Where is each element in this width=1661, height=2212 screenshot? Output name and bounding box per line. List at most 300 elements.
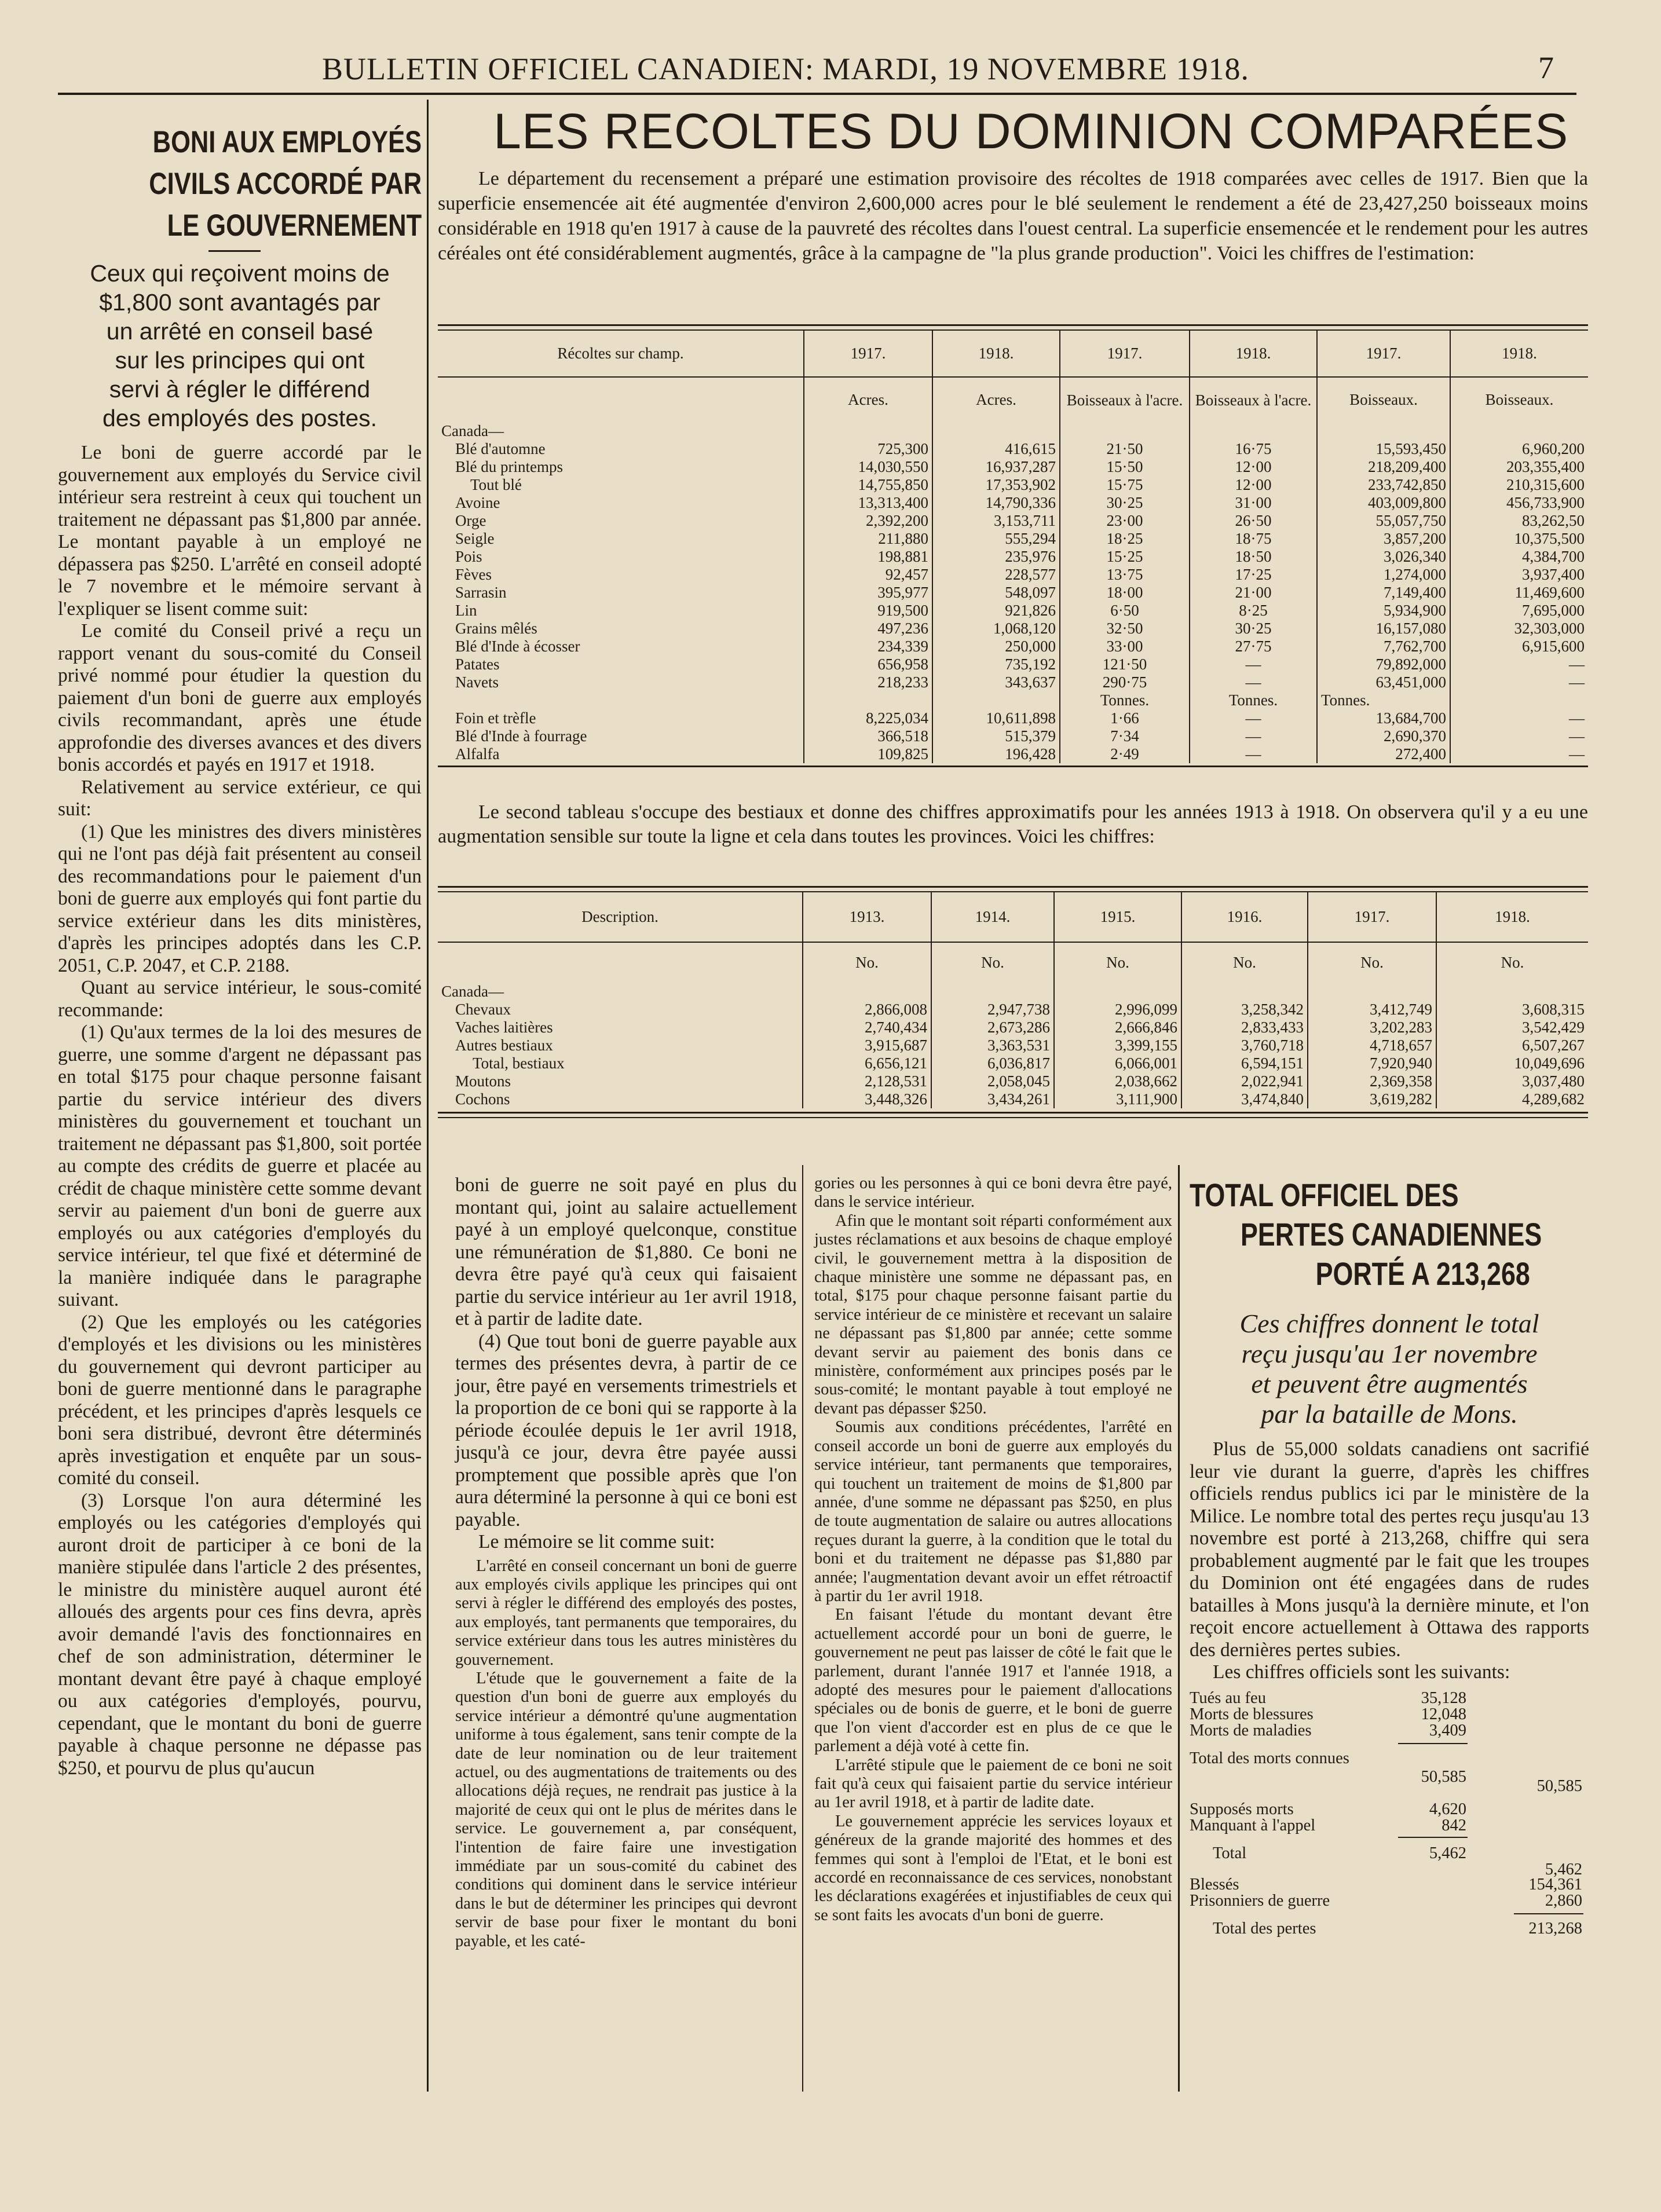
livestock-header-year: 1915. [1054, 892, 1181, 942]
crop-row-value: 16,157,080 [1317, 620, 1450, 638]
crop-row-label: Blé du printemps [438, 458, 804, 476]
crop-row-value: 21·50 [1060, 440, 1190, 458]
crop-row-value: 403,009,800 [1317, 494, 1450, 512]
losses-subhead-line: par la bataille de Mons. [1261, 1399, 1518, 1429]
crop-row-value: 15·25 [1060, 548, 1190, 566]
fig-rule [1398, 1743, 1468, 1744]
crop-row-value: 14,030,550 [804, 458, 932, 476]
livestock-row-value: 6,036,817 [931, 1054, 1054, 1072]
crop-row-label: Tout blé [438, 476, 804, 494]
crop-tonnes-cell [1450, 691, 1588, 709]
crop-row-value: 3,937,400 [1522, 566, 1585, 583]
crop-row-value: 919,500 [804, 602, 932, 620]
crop-header-year: 1917. [804, 331, 932, 377]
crop-row-value: 10,611,898 [932, 709, 1060, 727]
crop-row-value: 1·66 [1060, 709, 1190, 727]
livestock-row-value: 2,369,358 [1308, 1072, 1436, 1090]
crop-header-year: 1918. [1502, 345, 1537, 362]
livestock-row [438, 1001, 1588, 1019]
livestock-row-value: 3,619,282 [1308, 1090, 1436, 1108]
crop-row-value: 3,857,200 [1317, 530, 1450, 548]
crop-row [438, 620, 1588, 638]
crop-group-cell [1450, 422, 1588, 440]
memo-paragraph: Le gouvernement apprécie les services loyaux et généreux de la grande majorité des hommes et des femmes qui sont à l'emploi de l'Etat, et le boni est accordé en reconnaissance de ces services, nonobstant les déclarations exagérées et injustifiables de ceux qui se sont faits les avocats d'un boni de guerre. [814, 1812, 1173, 1924]
losses-headline-line: PERTES CANADIENNES [1241, 1216, 1542, 1253]
crop-row-value: — [1569, 709, 1585, 727]
losses-headline [1190, 1175, 1589, 1294]
crop-row-value: 26·50 [1190, 512, 1317, 530]
livestock-row-value: 3,542,429 [1522, 1019, 1585, 1036]
crop-row [438, 458, 1588, 476]
fig-value: 842 [1442, 1816, 1466, 1834]
crop-row-value: 15·50 [1060, 458, 1190, 476]
crop-row-value: 395,977 [804, 584, 932, 602]
crop-row-value: 11,469,600 [1514, 584, 1585, 601]
crop-row [438, 512, 1588, 530]
livestock-group-label: Canada— [438, 983, 803, 1001]
left-subhead [58, 259, 422, 433]
crop-row-value: 13·75 [1060, 566, 1190, 584]
livestock-table-top-rule [438, 886, 1588, 888]
livestock-row-value: 2,038,662 [1054, 1072, 1181, 1090]
crop-row-value: 725,300 [804, 440, 932, 458]
crop-row-value: 17,353,902 [932, 476, 1060, 494]
memo-paragraph: L'arrêté en conseil concernant un boni de guerre aux employés civils applique les principes qui ont servi à régler le différend des employés des postes, aux employés, tant permanents que temporaires, du service extérieur dans tous les autres ministères du gouvernement. [455, 1557, 797, 1669]
crop-row-label: Alfalfa [438, 745, 804, 763]
livestock-row-value: 6,656,121 [803, 1054, 931, 1072]
crop-unit: Acres. [932, 377, 1060, 422]
crop-row-value: 15,593,450 [1317, 440, 1450, 458]
crop-row-value: 203,355,400 [1506, 458, 1585, 475]
crop-row-value: 6·50 [1060, 602, 1190, 620]
livestock-row-label: Vaches laitières [438, 1019, 803, 1037]
crop-tonnes-cell: Tonnes. [1060, 691, 1190, 709]
fig-label: Blessés [1190, 1875, 1239, 1894]
livestock-group-cell [1054, 983, 1181, 1001]
losses-paragraph: Plus de 55,000 soldats canadiens ont sacrifié leur vie durant la guerre, d'après les chiffres officiels rendus publics ici par le ministère de la Milice. Le nombre total des pertes reçu jusqu'au 13 novembre est porté à 213,268, chiffre qui sera probablement augmenté par le fait que les troupes du Dominion ont été engagées dans de rudes batailles à Mons jusqu'à la dernière minute, et l'on reçoit encore actuellement à Ottawa des rapports des dernières pertes subies. [1190, 1438, 1589, 1661]
livestock-row-value: 2,947,738 [931, 1001, 1054, 1019]
crop-row [438, 440, 1588, 458]
crop-header-year: 1918. [932, 331, 1060, 377]
livestock-intro: Le second tableau s'occupe des bestiaux et donne des chiffres approximatifs pour les années 1913 à 1918. On observera qu'il y a eu une augmentation sensible sur toute la ligne et cela dans toutes les provinces. Voici les chiffres: [438, 801, 1588, 847]
crop-row [438, 727, 1588, 745]
livestock-row-value: 4,289,682 [1522, 1090, 1585, 1108]
livestock-row-value: 3,258,342 [1181, 1001, 1308, 1019]
crop-row-value: 30·25 [1060, 494, 1190, 512]
livestock-group-cell [1436, 983, 1588, 1001]
livestock-row-value: 2,740,434 [803, 1019, 931, 1037]
livestock-row-value: 6,507,267 [1522, 1037, 1585, 1054]
crop-row [438, 745, 1588, 763]
left-paragraph: (2) Que les employés ou les catégories d'employés et les divisions ou les ministères du gouvernement qui devront participer au boni de guerre mentionné dans le paragraphe précédent, et les principes d'après lesquels ce boni sera distribué, devront être déterminés après investigation et enquête par un sous-comité du conseil. [58, 1311, 422, 1489]
livestock-header-year: 1913. [803, 892, 931, 942]
crop-row-value: 8,225,034 [804, 709, 932, 727]
livestock-row-label: Total, bestiaux [438, 1054, 803, 1072]
crop-row-value: 109,825 [804, 745, 932, 763]
crop-header-year: 1917. [1317, 331, 1450, 377]
livestock-header-year: 1914. [931, 892, 1054, 942]
crop-row-value: 32,303,000 [1514, 620, 1585, 637]
crop-row-value: 1,274,000 [1317, 566, 1450, 584]
crop-row-label: Navets [438, 673, 804, 691]
crop-row [438, 566, 1588, 584]
crop-row-value: 921,826 [932, 602, 1060, 620]
crop-row-value: 121·50 [1060, 655, 1190, 673]
losses-subhead-line: et peuvent être augmentés [1251, 1369, 1528, 1398]
left-headline [58, 122, 422, 247]
crop-row-value: 16,937,287 [932, 458, 1060, 476]
left-headline-line: BONI AUX EMPLOYÉS [152, 125, 422, 159]
crop-row-label: Lin [438, 602, 804, 620]
crop-row-value: 21·00 [1190, 584, 1317, 602]
crop-row-value: — [1190, 727, 1317, 745]
crop-row [438, 673, 1588, 691]
losses-subhead [1190, 1309, 1589, 1429]
livestock-group-cell [931, 983, 1054, 1001]
crop-unit: Boisseaux. [1317, 377, 1450, 422]
fig-value: 35,128 [1421, 1689, 1466, 1707]
crop-row-value: 343,637 [932, 673, 1060, 691]
column-rule-losses [1178, 1165, 1180, 2092]
livestock-row-value: 2,058,045 [931, 1072, 1054, 1090]
livestock-row-label: Autres bestiaux [438, 1037, 803, 1054]
crop-row-value: 2,690,370 [1317, 727, 1450, 745]
livestock-unit-empty [438, 942, 803, 983]
crop-row-value: 17·25 [1190, 566, 1317, 584]
crop-row-value: 3,153,711 [932, 512, 1060, 530]
livestock-row [438, 1037, 1588, 1054]
crop-row-value: — [1569, 727, 1585, 745]
crop-row-value: 250,000 [932, 638, 1060, 655]
fig-value: 50,585 [1421, 1767, 1466, 1786]
crop-tonnes-cell [932, 691, 1060, 709]
continuation-body [455, 1174, 797, 1554]
crop-row-value: 7,695,000 [1522, 602, 1585, 619]
left-subhead-line: un arrêté en conseil basé [106, 318, 374, 345]
crop-row-value: 55,057,750 [1317, 512, 1450, 530]
crop-row-value: 196,428 [932, 745, 1060, 763]
column-rule-left [427, 100, 429, 2092]
left-subhead-line: $1,800 sont avantagés par [99, 289, 381, 316]
left-paragraph: (1) Qu'aux termes de la loi des mesures de guerre, une somme d'argent ne dépassant pas en total $175 pour chaque personne faisant partie du service intérieur des divers ministères du gouvernement et touchant un traitement ne dépassant pas $1,800, soit portée au compte des crédits de guerre et placée au crédit de chaque ministère cette somme devant servir au paiement d'un boni de guerre aux employés ou aux catégories d'employés du service intérieur, tel que fixé et déterminé de la manière indiquée dans le paragraphe suivant. [58, 1021, 422, 1310]
crop-group-cell [932, 422, 1060, 440]
livestock-row-value: 10,049,696 [1514, 1054, 1585, 1072]
crop-row-label: Patates [438, 655, 804, 673]
continuation-paragraph: (4) Que tout boni de guerre payable aux termes des présentes devra, à partir de ce jour, être payé en versements trimestriels et la proportion de ce boni qui se rapporte à la période écoulée depuis le 1er avril 1918, jusqu'à ce jour, devra être payée aussi promptement que possible après que l'on aura déterminé la personne à qui ce boni est payable. [455, 1330, 797, 1530]
crop-row-value: — [1569, 655, 1585, 673]
livestock-row-value: 3,448,326 [803, 1090, 931, 1108]
crop-row-value: 7·34 [1060, 727, 1190, 745]
crop-unit: Boisseaux. [1485, 391, 1554, 408]
fig-label: Morts de blessures [1190, 1705, 1314, 1723]
crop-row-label: Orge [438, 512, 804, 530]
livestock-table-bottom-rule2 [438, 1117, 1588, 1118]
livestock-row-value: 6,066,001 [1054, 1054, 1181, 1072]
livestock-row-value: 3,111,900 [1054, 1090, 1181, 1108]
left-headline-line: CIVILS ACCORDÉ PAR [149, 167, 422, 201]
livestock-row-value: 3,760,718 [1181, 1037, 1308, 1054]
crop-row-value: 18·25 [1060, 530, 1190, 548]
crop-row-value: 8·25 [1190, 602, 1317, 620]
crop-row-value: 14,755,850 [804, 476, 932, 494]
crop-group-cell [1060, 422, 1190, 440]
crop-row-value: 10,375,500 [1514, 530, 1585, 547]
left-subhead-line: sur les principes qui ont [115, 347, 365, 373]
livestock-header-year: 1918. [1495, 908, 1530, 925]
crop-row-value: 416,615 [932, 440, 1060, 458]
crop-row-value: 210,315,600 [1506, 476, 1585, 493]
main-intro: Le département du recensement a préparé une estimation provisoire des récoltes de 1918 comparées avec celles de 1917. Bien que la superficie ensemencée ait été augmentée d'environ 2,600,000 acres pour le blé seulement le rendement a été de 23,427,250 boisseaux moins considérable en 1918 qu'en 1917 à cause de la pauvreté des récoltes dans l'ouest central. La superficie ensemencée et le rendement pour les autres céréales ont été considérablement augmentés, grâce à la campagne de "la plus grande production". Voici les chiffres de l'estimation: [438, 168, 1588, 264]
crop-row-value: 272,400 [1317, 745, 1450, 763]
crop-row-value: 32·50 [1060, 620, 1190, 638]
livestock-row-label: Chevaux [438, 1001, 803, 1019]
left-paragraph: Le boni de guerre accordé par le gouvernement aux employés du Service civil intérieur sera restreint à ceux qui touchent un traitement ne dépassant pas $1,800 par année. Le montant payable à un employé ne dépassera pas $250. L'arrêté en conseil adopté le 7 novembre et le mémoire servant à l'expliquer se lisent comme suit: [58, 442, 422, 620]
crop-row-value: 79,892,000 [1317, 655, 1450, 673]
fig-label: Total des morts connues [1190, 1749, 1349, 1767]
crop-row [438, 530, 1588, 548]
crop-group-cell [1317, 422, 1450, 440]
header-rule [58, 93, 1576, 95]
memo-paragraph: Afin que le montant soit réparti conformément aux justes réclamations et aux besoins de chaque employé civil, le gouvernement mettra à la disposition de chaque ministère une somme ne dépassant pas, en total, $175 pour chaque personne faisant partie du service intérieur de ce ministère et recevant un salaire ne dépassant pas $1,800 par année; cette somme devant servir au paiement des bonis dans ce ministère, conformément aux principes posés par le sous-comité; le montant payable à tout employé ne devant pas dépasser $250. [814, 1211, 1172, 1418]
headline-dash [208, 250, 261, 252]
fig-label: Manquant à l'appel [1190, 1816, 1316, 1834]
crop-row-label: Fèves [438, 566, 804, 584]
crop-row-label: Blé d'automne [438, 440, 804, 458]
crop-row-value: 234,339 [804, 638, 932, 655]
crop-row-value: 290·75 [1060, 673, 1190, 691]
losses-subhead-line: reçu jusqu'au 1er novembre [1241, 1339, 1538, 1368]
losses-article [1190, 1175, 1589, 1944]
crop-row-value: 656,958 [804, 655, 932, 673]
livestock-row-value: 2,996,099 [1054, 1001, 1181, 1019]
losses-headline-line: TOTAL OFFICIEL DES [1190, 1177, 1459, 1213]
livestock-group-row [438, 983, 1588, 1001]
livestock-row-value: 3,434,261 [931, 1090, 1054, 1108]
crop-group-row [438, 422, 1588, 440]
memo-paragraph: gories ou les personnes à qui ce boni devra être payé, dans le service intérieur. [814, 1174, 1172, 1211]
crop-table [438, 331, 1588, 763]
crop-row-value: — [1190, 709, 1317, 727]
livestock-unit: No. [931, 942, 1054, 983]
crop-row-label: Pois [438, 548, 804, 566]
livestock-unit: No. [803, 942, 931, 983]
left-subhead-line: servi à régler le différend [109, 376, 371, 402]
fig-label: Supposés morts [1190, 1800, 1294, 1818]
main-headline: LES RECOLTES DU DOMINION COMPARÉES [493, 104, 1569, 159]
continuation-paragraph: boni de guerre ne soit payé en plus du montant qui, joint au salaire actuellement payé à un employé quelconque, constitue une rémunération de $1,880. Ce boni ne devra être payé qu'à ceux qui faisaient partie du service intérieur au 1er avril 1918, et à partir de ladite date. [455, 1174, 797, 1330]
livestock-row-value: 6,594,151 [1181, 1054, 1308, 1072]
crop-row-value: 5,934,900 [1317, 602, 1450, 620]
livestock-row-value: 3,363,531 [931, 1037, 1054, 1054]
crop-row-value: 211,880 [804, 530, 932, 548]
livestock-row-value: 3,474,840 [1181, 1090, 1308, 1108]
crop-tonnes-cell: Tonnes. [1317, 691, 1450, 709]
crop-row-value: 92,457 [804, 566, 932, 584]
crop-row-value: 15·75 [1060, 476, 1190, 494]
livestock-header-year: 1916. [1181, 892, 1308, 942]
fig-rule [1398, 1837, 1468, 1838]
crop-row-label: Avoine [438, 494, 804, 512]
crop-row-value: 14,790,336 [932, 494, 1060, 512]
livestock-group-cell [1308, 983, 1436, 1001]
crop-unit: Boisseaux à l'acre. [1190, 377, 1317, 422]
page-number: 7 [1538, 50, 1554, 85]
crop-header-label: Récoltes sur champ. [438, 331, 804, 377]
crop-row-value: 1,068,120 [932, 620, 1060, 638]
crop-row-value: 23·00 [1060, 512, 1190, 530]
crop-row-value: — [1190, 673, 1317, 691]
crop-table-top-rule [438, 324, 1588, 326]
crop-row-value: 6,960,200 [1522, 440, 1585, 457]
crop-row-value: 456,733,900 [1506, 494, 1585, 511]
crop-row-value: 2·49 [1060, 745, 1190, 763]
crop-header-year: 1917. [1060, 331, 1190, 377]
continuation-paragraph: Le mémoire se lit comme suit: [478, 1531, 715, 1552]
crop-tonnes-row [438, 691, 1588, 709]
memo-paragraph: L'étude que le gouvernement a faite de la question d'un boni de guerre aux employés du service intérieur a démontré qu'une augmentation uniforme à tous également, sans tenir compte de la date de leur nomination ou de leur traitement actuel, ou des augmentations de traitements ou des allocations déjà reçues, ne rendrait pas justice à la majorité de ceux qui ont le plus de mérites dans le service. Le gouvernement a, par conséquent, l'intention de faire faire une investigation immédiate par un sous-comité du cabinet des conditions qui dominent dans le service intérieur dans le but de déterminer les principes qui devront servir de base pour fixer le montant du boni payable, et les caté- [455, 1669, 797, 1950]
livestock-row-value: 4,718,657 [1308, 1037, 1436, 1054]
livestock-row-label: Cochons [438, 1090, 803, 1108]
crop-row-value: 497,236 [804, 620, 932, 638]
livestock-header-label: Description. [438, 892, 803, 942]
crop-row-value: 198,881 [804, 548, 932, 566]
livestock-row-value: 2,673,286 [931, 1019, 1054, 1037]
crop-row-value: 27·75 [1190, 638, 1317, 655]
crop-row [438, 584, 1588, 602]
crop-row-value: 13,684,700 [1317, 709, 1450, 727]
left-subhead-line: Ceux qui reçoivent moins de [90, 260, 390, 287]
livestock-header-year: 1917. [1308, 892, 1436, 942]
livestock-row [438, 1019, 1588, 1037]
crop-row-value: 228,577 [932, 566, 1060, 584]
crop-row [438, 476, 1588, 494]
livestock-row-value: 2,022,941 [1181, 1072, 1308, 1090]
crop-row-value: 30·25 [1190, 620, 1317, 638]
livestock-table-container [438, 886, 1588, 1118]
livestock-unit: No. [1054, 942, 1181, 983]
crop-row-value: 31·00 [1190, 494, 1317, 512]
left-paragraph: Le comité du Conseil privé a reçu un rapport venant du sous-comité du Conseil privé nommé pour étudier la question du paiement d'un boni de guerre aux employés civils recommandant, après une étude approfondie des diverses avances et des divers bonis accordés et payés en 1917 et 1918. [58, 620, 422, 775]
fig-value: 4,620 [1429, 1800, 1466, 1818]
livestock-unit: No. [1501, 954, 1524, 971]
column-rule-mid [802, 1165, 803, 2092]
crop-row-value: 18·75 [1190, 530, 1317, 548]
losses-headline-line: PORTÉ A 213,268 [1315, 1255, 1530, 1292]
livestock-row-value: 3,915,687 [803, 1037, 931, 1054]
crop-row-value: 735,192 [932, 655, 1060, 673]
crop-row-value: 6,915,600 [1522, 638, 1585, 655]
crop-row-value: 12·00 [1190, 458, 1317, 476]
crop-row-value: 12·00 [1190, 476, 1317, 494]
crop-group-cell [804, 422, 932, 440]
livestock-row-value: 3,399,155 [1054, 1037, 1181, 1054]
crop-header-year: 1918. [1190, 331, 1317, 377]
livestock-row-value: 7,920,940 [1308, 1054, 1436, 1072]
memo-paragraph: En faisant l'étude du montant devant être actuellement accordé pour un boni de guerre, le gouvernement ne peut pas laisser de côté le fait que le parlement, durant l'année 1917 et l'année 1918, a adopté des mesures pour le paiement d'allocations spéciales ou de bonis de guerre, et le boni de guerre que l'on vient d'accorder est en plus de ce que le parlement a déjà voté à cette fin. [814, 1606, 1172, 1756]
crop-row [438, 655, 1588, 673]
crop-row-value: 235,976 [932, 548, 1060, 566]
losses-paragraph: Les chiffres officiels sont les suivants: [1213, 1661, 1510, 1683]
crop-row-value: 555,294 [932, 530, 1060, 548]
fig-label: Prisonniers de guerre [1190, 1891, 1330, 1910]
crop-row [438, 638, 1588, 655]
continuation-col1 [455, 1174, 797, 1951]
crop-group-label: Canada— [438, 422, 804, 440]
livestock-row [438, 1072, 1588, 1090]
crop-row-value: 218,233 [804, 673, 932, 691]
crop-row-label: Sarrasin [438, 584, 804, 602]
livestock-row-value: 2,666,846 [1054, 1019, 1181, 1037]
crop-row-value: 4,384,700 [1522, 548, 1585, 565]
crop-row-value: 515,379 [932, 727, 1060, 745]
crop-row-value: — [1190, 655, 1317, 673]
crop-row-label: Blé d'Inde à fourrage [438, 727, 804, 745]
left-subhead-line: des employés des postes. [102, 405, 378, 431]
crop-row [438, 494, 1588, 512]
memo-paragraph: Soumis aux conditions précédentes, l'arrêté en conseil accorde un boni de guerre aux employés du service intérieur, tant permanents que temporaires, qui touchent un traitement de moins de $1,800 par année, d'une somme ne dépassant pas $250, en plus de toute augmentation de salaire ou autres allocations reçues durant la guerre, à la condition que le total du boni et du traitement ne dépasse pas $1,880 par année; l'augmentation devant avoir un effet rétroactif à partir du 1er avril 1918. [814, 1418, 1172, 1605]
crop-row-value: 233,742,850 [1317, 476, 1450, 494]
left-paragraph: (1) Que les ministres des divers ministères qui ne l'ont pas déjà fait présentent au conseil des recommandations pour le paiement d'un boni de guerre aux employés qui font partie du service extérieur dans les dits ministères, d'après les principes adoptés dans les C.P. 2051, C.P. 2047, et C.P. 2188. [58, 821, 422, 976]
livestock-group-cell [1181, 983, 1308, 1001]
crop-unit-empty [438, 377, 804, 422]
crop-row-value: 218,209,400 [1317, 458, 1450, 476]
fig-value: 5,462 [1429, 1844, 1466, 1862]
fig-label: Morts de maladies [1190, 1721, 1312, 1739]
left-paragraph: (3) Lorsque l'on aura déterminé les employés ou les catégories d'employés qui auront droit de participer à ce boni de la manière stipulée dans l'article 2 des présentes, le ministre du ministère auquel auront été alloués des argents pour ces fins devra, après avoir demandé l'avis des fonctionnaires en chef de son administration, déterminer le montant devant être payé à chaque employé ou aux catégories d'employés, pourvu, cependant, que le montant du boni de guerre payable à chaque personne ne dépasse pas $250, et pourvu de plus qu'aucun [58, 1489, 422, 1779]
crop-row-value: — [1190, 745, 1317, 763]
crop-unit: Boisseaux à l'acre. [1060, 377, 1190, 422]
losses-subhead-line: Ces chiffres donnent le total [1239, 1309, 1539, 1338]
crop-row-value: 7,149,400 [1317, 584, 1450, 602]
fig-value: 50,585 [1536, 1777, 1582, 1795]
crop-row-value: 18·00 [1060, 584, 1190, 602]
livestock-table-bottom-rule [438, 1112, 1588, 1114]
crop-row-value: 7,762,700 [1317, 638, 1450, 655]
crop-row-value: 18·50 [1190, 548, 1317, 566]
crop-row-value: 548,097 [932, 584, 1060, 602]
crop-row-label: Blé d'Inde à écosser [438, 638, 804, 655]
fig-rule [1514, 1913, 1583, 1914]
crop-row-label: Foin et trèfle [438, 709, 804, 727]
losses-figures [1190, 1690, 1589, 1944]
crop-group-cell [1190, 422, 1317, 440]
crop-row-value: — [1569, 673, 1585, 691]
livestock-table [438, 892, 1588, 1108]
fig-value: 3,409 [1429, 1721, 1466, 1739]
crop-row-value: 366,518 [804, 727, 932, 745]
livestock-row [438, 1054, 1588, 1072]
livestock-row-label: Moutons [438, 1072, 803, 1090]
memo-paragraph: L'arrêté stipule que le paiement de ce boni ne soit fait qu'à ceux qui faisaient partie du service intérieur au 1er avril 1918, et à partir de ladite date. [814, 1756, 1172, 1812]
livestock-row-value: 3,608,315 [1522, 1001, 1585, 1018]
crop-row-value: 13,313,400 [804, 494, 932, 512]
crop-row [438, 602, 1588, 620]
crop-tonnes-cell: Tonnes. [1190, 691, 1317, 709]
fig-value: 154,361 [1528, 1875, 1582, 1894]
continuation-small [455, 1557, 797, 1951]
fig-label: Total [1213, 1844, 1247, 1862]
crop-row-value: 3,026,340 [1317, 548, 1450, 566]
livestock-unit: No. [1181, 942, 1308, 983]
livestock-row-value: 3,202,283 [1308, 1019, 1436, 1037]
crop-tonnes-cell [438, 691, 804, 709]
crop-row-value: 2,392,200 [804, 512, 932, 530]
losses-body [1190, 1438, 1589, 1684]
livestock-row-value: 3,412,749 [1308, 1001, 1436, 1019]
fig-value: 213,268 [1528, 1919, 1582, 1938]
left-article [58, 122, 422, 1779]
livestock-row [438, 1090, 1588, 1108]
